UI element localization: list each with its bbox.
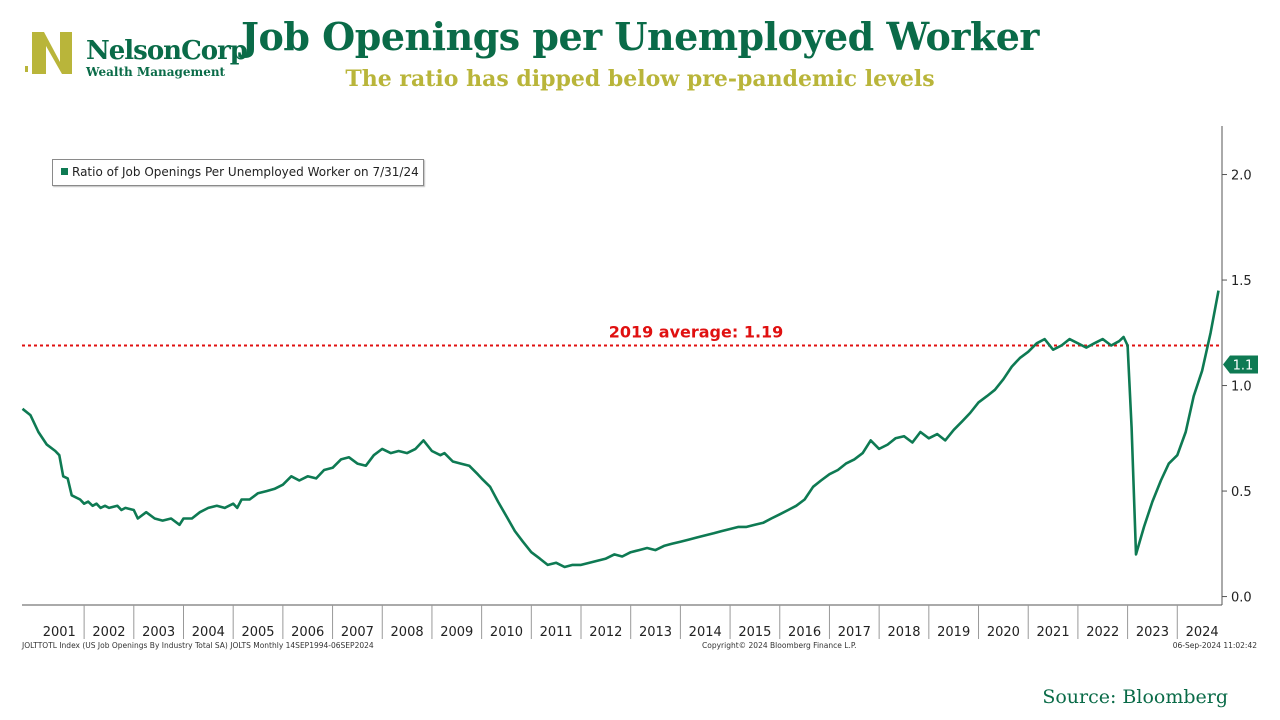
x-tick-label: 2010 bbox=[489, 625, 524, 640]
x-tick-label: 2004 bbox=[191, 625, 225, 640]
x-tick-label: 2003 bbox=[142, 625, 176, 640]
x-tick-label: 2011 bbox=[539, 625, 573, 640]
x-tick-label: 2008 bbox=[390, 625, 424, 640]
x-tick-label: 2018 bbox=[887, 625, 921, 640]
x-tick-label: 2012 bbox=[589, 625, 623, 640]
x-tick-label: 2017 bbox=[837, 625, 871, 640]
x-tick-label: 2016 bbox=[788, 625, 822, 640]
last-value-label: 1.1 bbox=[1232, 358, 1254, 374]
brand-tagline: Wealth Management bbox=[86, 65, 226, 79]
x-tick-label: 2020 bbox=[986, 625, 1020, 640]
x-tick-label: 2001 bbox=[42, 625, 76, 640]
footer-copyright: Copyright© 2024 Bloomberg Finance L.P. bbox=[702, 641, 857, 650]
footer-timestamp: 06-Sep-2024 11:02:42 bbox=[1172, 641, 1257, 650]
reference-line-label: 2019 average: 1.19 bbox=[608, 322, 784, 342]
x-tick-label: 2009 bbox=[440, 625, 474, 640]
brand-name: NelsonCorp bbox=[86, 36, 247, 66]
y-tick-label: 0.5 bbox=[1231, 485, 1252, 501]
footer-index-info: JOLTTOTL Index (US Job Openings By Industry Total SA) JOLTS Monthly 14SEP1994-06SEP2024 bbox=[22, 641, 374, 650]
y-tick-label: 0.0 bbox=[1231, 590, 1252, 606]
x-tick-label: 2002 bbox=[92, 625, 126, 640]
y-tick-label: 1.0 bbox=[1231, 379, 1252, 395]
legend-swatch bbox=[61, 168, 68, 175]
x-tick-label: 2007 bbox=[340, 625, 374, 640]
chart-title: Job Openings per Unemployed Worker bbox=[241, 14, 1039, 59]
source-note: Source: Bloomberg bbox=[1042, 686, 1228, 708]
x-tick-label: 2015 bbox=[738, 625, 772, 640]
chart-legend bbox=[52, 159, 424, 186]
x-tick-label: 2024 bbox=[1185, 625, 1219, 640]
x-tick-label: 2022 bbox=[1086, 625, 1120, 640]
x-tick-label: 2006 bbox=[291, 625, 325, 640]
x-tick-label: 2019 bbox=[937, 625, 971, 640]
y-tick-label: 2.0 bbox=[1231, 168, 1252, 184]
y-tick-label: 1.5 bbox=[1231, 274, 1252, 290]
x-tick-label: 2023 bbox=[1135, 625, 1169, 640]
legend-label: Ratio of Job Openings Per Unemployed Worker on 7/31/24 bbox=[72, 165, 419, 179]
x-tick-label: 2005 bbox=[241, 625, 275, 640]
x-tick-label: 2021 bbox=[1036, 625, 1070, 640]
x-tick-label: 2013 bbox=[638, 625, 673, 640]
chart-subtitle: The ratio has dipped below pre-pandemic levels bbox=[345, 66, 935, 92]
x-tick-label: 2014 bbox=[688, 625, 722, 640]
